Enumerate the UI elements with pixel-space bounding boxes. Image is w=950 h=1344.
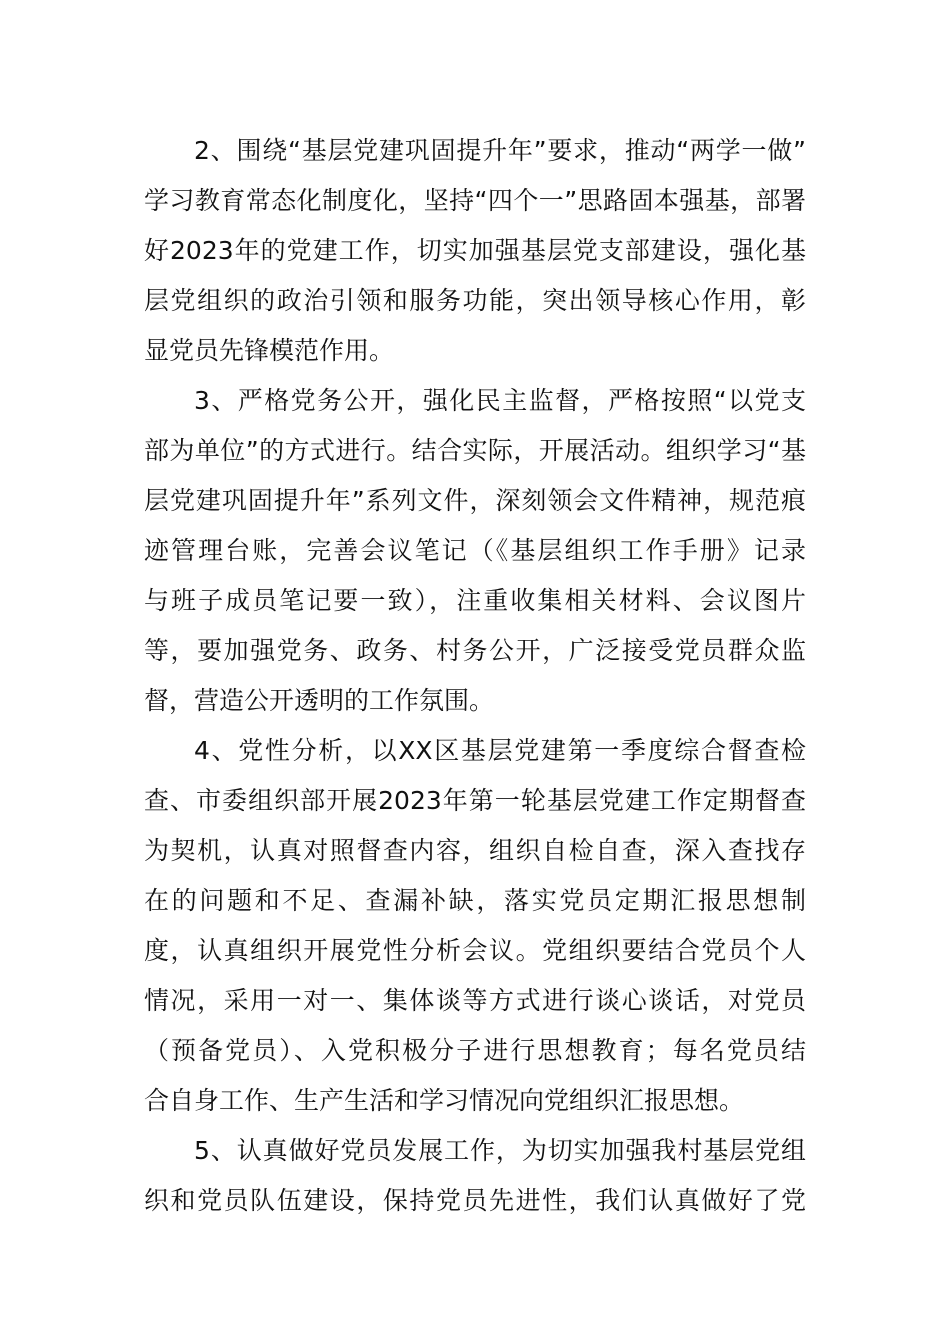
- text-line: 层党组织的政治引领和服务功能，突出领导核心作用，彰: [144, 286, 806, 315]
- text-line: 好2023年的党建工作，切实加强基层党支部建设，强化基: [144, 236, 806, 265]
- text-line: 为契机，认真对照督查内容，组织自检自查，深入查找存: [144, 836, 806, 865]
- paragraph-4: [144, 726, 806, 1126]
- document-body: [144, 126, 806, 1226]
- text-line: 与班子成员笔记要一致），注重收集相关材料、会议图片: [144, 586, 806, 615]
- text-line: 部为单位”的方式进行。结合实际，开展活动。组织学习“基: [144, 436, 806, 465]
- text-line: 织和党员队伍建设，保持党员先进性，我们认真做好了党: [144, 1186, 806, 1215]
- text-line: 情况，采用一对一、集体谈等方式进行谈心谈话，对党员: [144, 986, 806, 1015]
- text-line: 合自身工作、生产生活和学习情况向党组织汇报思想。: [144, 1086, 745, 1115]
- text-line: 3、严格党务公开，强化民主监督，严格按照“以党支: [194, 386, 806, 415]
- text-line: 等，要加强党务、政务、村务公开，广泛接受党员群众监: [144, 636, 806, 665]
- text-line: 5、认真做好党员发展工作，为切实加强我村基层党组: [194, 1136, 806, 1165]
- text-line: （预备党员）、入党积极分子进行思想教育；每名党员结: [144, 1036, 806, 1065]
- text-line: 4、党性分析，以XX区基层党建第一季度综合督查检: [194, 736, 806, 765]
- text-line: 学习教育常态化制度化，坚持“四个一”思路固本强基，部署: [144, 186, 806, 215]
- text-line: 查、市委组织部开展2023年第一轮基层党建工作定期督查: [144, 786, 806, 815]
- text-line: 督，营造公开透明的工作氛围。: [144, 686, 495, 715]
- paragraph-3: [144, 376, 806, 726]
- text-line: 度，认真组织开展党性分析会议。党组织要结合党员个人: [144, 936, 806, 965]
- text-line: 2、围绕“基层党建巩固提升年”要求，推动“两学一做”: [194, 136, 806, 165]
- text-line: 显党员先锋模范作用。: [144, 336, 395, 365]
- text-line: 迹管理台账，完善会议笔记（《基层组织工作手册》记录: [144, 536, 806, 565]
- paragraph-5: [144, 1126, 806, 1226]
- text-line: 层党建巩固提升年”系列文件，深刻领会文件精神，规范痕: [144, 486, 806, 515]
- text-line: 在的问题和不足、查漏补缺，落实党员定期汇报思想制: [144, 886, 806, 915]
- paragraph-2: [144, 126, 806, 376]
